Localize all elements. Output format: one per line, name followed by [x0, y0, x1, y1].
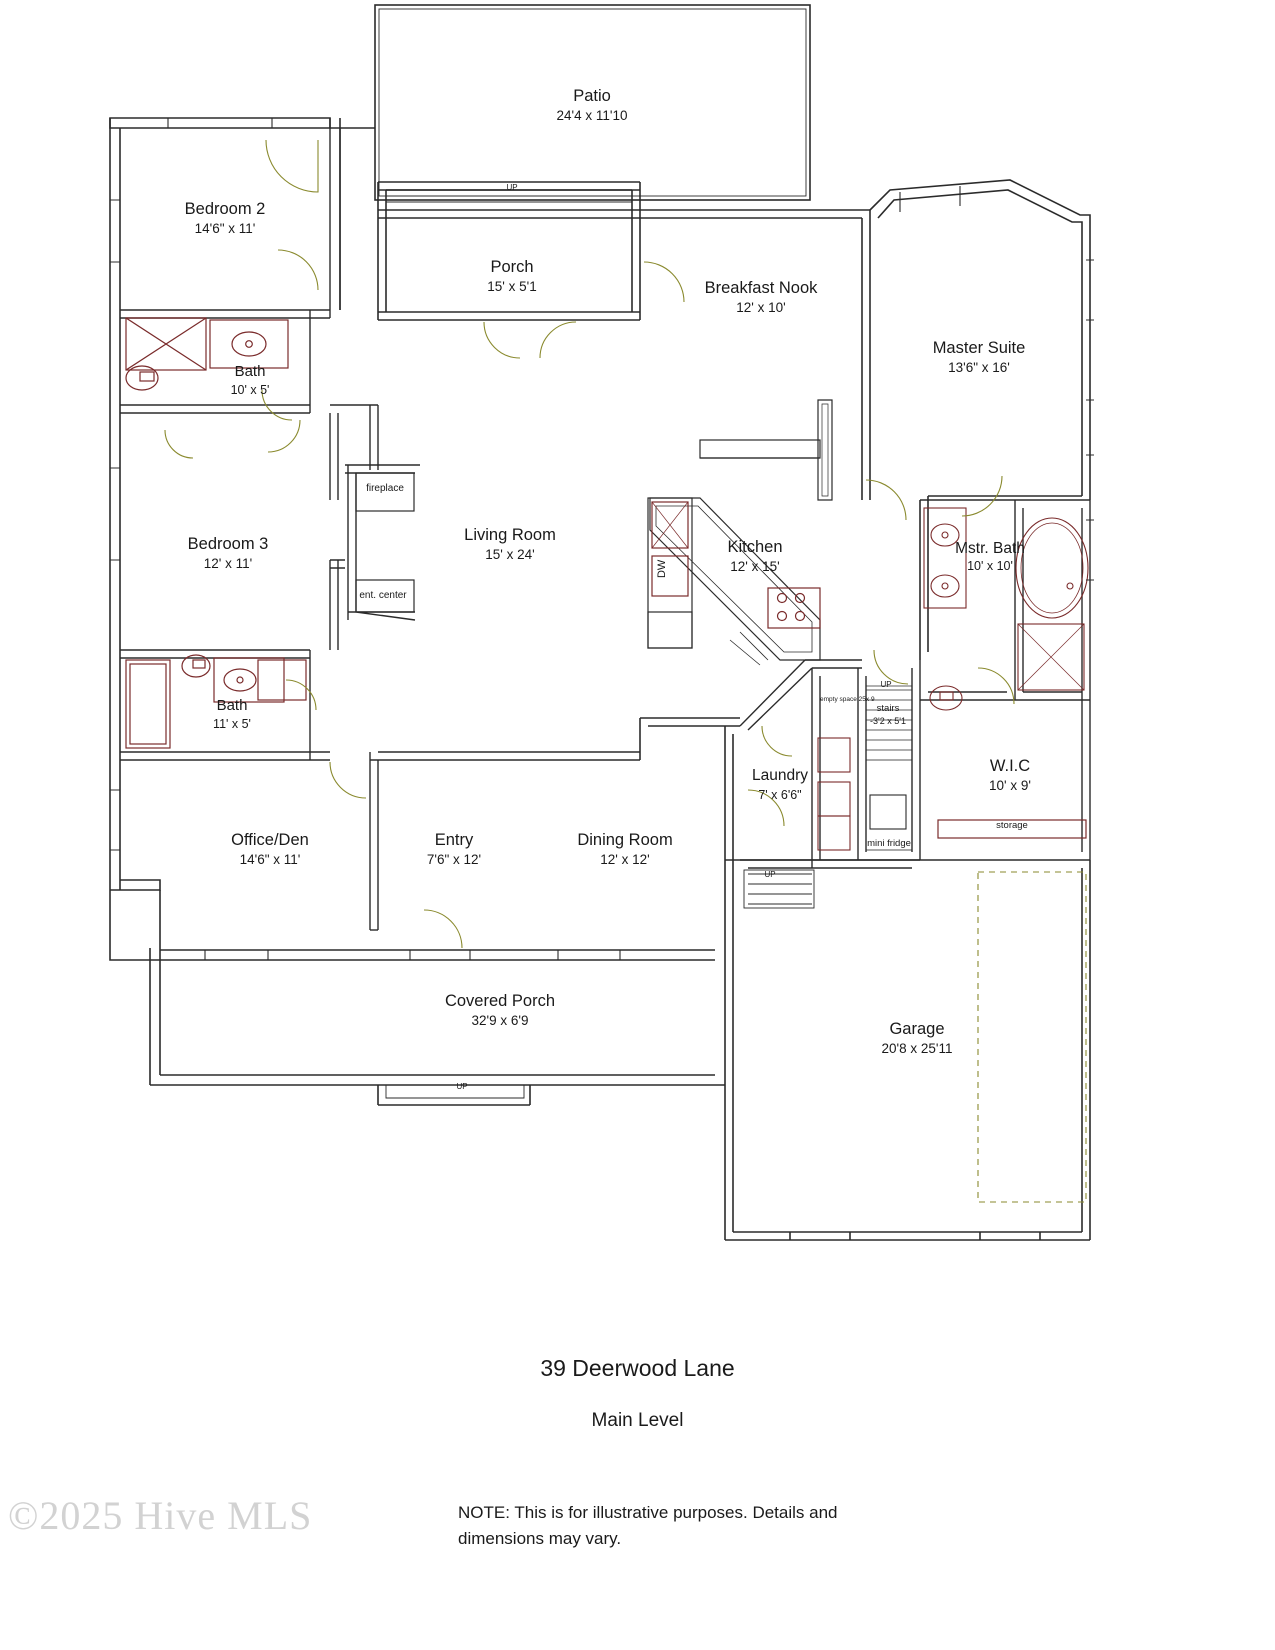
- room-label-breakfast-nook: Breakfast Nook 12' x 10': [704, 279, 818, 316]
- page-title: 39 Deerwood Lane: [540, 1355, 735, 1381]
- left-wing-interior-walls: [120, 118, 420, 930]
- room-label-garage: Garage 20'8 x 25'11: [881, 1020, 953, 1057]
- label-fireplace: fireplace: [366, 483, 404, 494]
- disclaimer-note: NOTE: This is for illustrative purposes. Details and dimensions may vary.: [458, 1503, 838, 1548]
- patio-outline: [375, 5, 810, 200]
- garage-parking-area: [978, 872, 1086, 1202]
- laundry-fixtures: [818, 738, 906, 850]
- door-swings: [165, 140, 1014, 948]
- room-label-kitchen: Kitchen 12' x 15': [727, 538, 783, 575]
- label-dishwasher: DW: [656, 559, 669, 579]
- room-label-covered-porch: Covered Porch 32'9 x 6'9: [444, 992, 556, 1029]
- room-label-entry: Entry 7'6" x 12': [426, 831, 482, 868]
- label-storage: storage: [996, 820, 1028, 831]
- room-label-patio: Patio 24'4 x 11'10: [556, 87, 628, 124]
- window-marks: [110, 118, 1094, 960]
- watermark-hive-mls: ©2025 Hive MLS: [8, 1493, 313, 1538]
- bath1-fixtures: [126, 318, 288, 390]
- porch-stairs: [386, 196, 632, 202]
- kitchen-counters: [648, 400, 832, 665]
- bath2-fixtures: [126, 655, 306, 748]
- room-label-porch: Porch 15' x 5'1: [487, 258, 537, 295]
- master-bath-fixtures: [924, 508, 1088, 710]
- label-stairs-dim: -3'2 x 5'1: [870, 716, 906, 726]
- room-label-bedroom-2: Bedroom 2 14'6" x 11': [184, 200, 266, 237]
- garage-walls: [725, 860, 1090, 1240]
- label-mini-fridge: mini fridge: [867, 838, 911, 849]
- label-up-porch: UP: [506, 183, 518, 192]
- porch-outline: [378, 182, 640, 320]
- label-stairs: stairs: [876, 703, 900, 714]
- room-label-office-den: Office/Den 14'6" x 11': [231, 831, 309, 868]
- label-ent-center: ent. center: [359, 590, 407, 601]
- room-label-master-bath: Mstr. Bath 10' x 10': [955, 540, 1025, 573]
- room-label-bath-1: Bath 10' x 5': [230, 363, 270, 398]
- label-up-stairs: UP: [880, 680, 892, 689]
- room-label-master-suite: Master Suite 13'6" x 16': [932, 339, 1026, 376]
- label-empty-space: empty space 25x 9: [820, 696, 875, 703]
- laundry-stairs-walls: [740, 660, 920, 868]
- master-suite-walls: [870, 180, 1090, 660]
- living-room-walls: [330, 118, 875, 1240]
- page-subtitle: Main Level: [591, 1410, 684, 1431]
- room-label-wic: W.I.C 10' x 9': [989, 757, 1031, 794]
- room-label-laundry: Laundry 7' x 6'6": [751, 767, 808, 802]
- room-label-living-room: Living Room 15' x 24': [464, 526, 556, 563]
- title-block: [0, 1355, 1275, 1432]
- label-up-front-steps: UP: [456, 1082, 468, 1091]
- room-label-bedroom-3: Bedroom 3 12' x 11': [187, 535, 269, 572]
- room-label-bath-2: Bath 11' x 5': [213, 697, 251, 732]
- room-label-dining-room: Dining Room 12' x 12': [577, 831, 673, 868]
- label-up-entry: UP: [764, 870, 776, 879]
